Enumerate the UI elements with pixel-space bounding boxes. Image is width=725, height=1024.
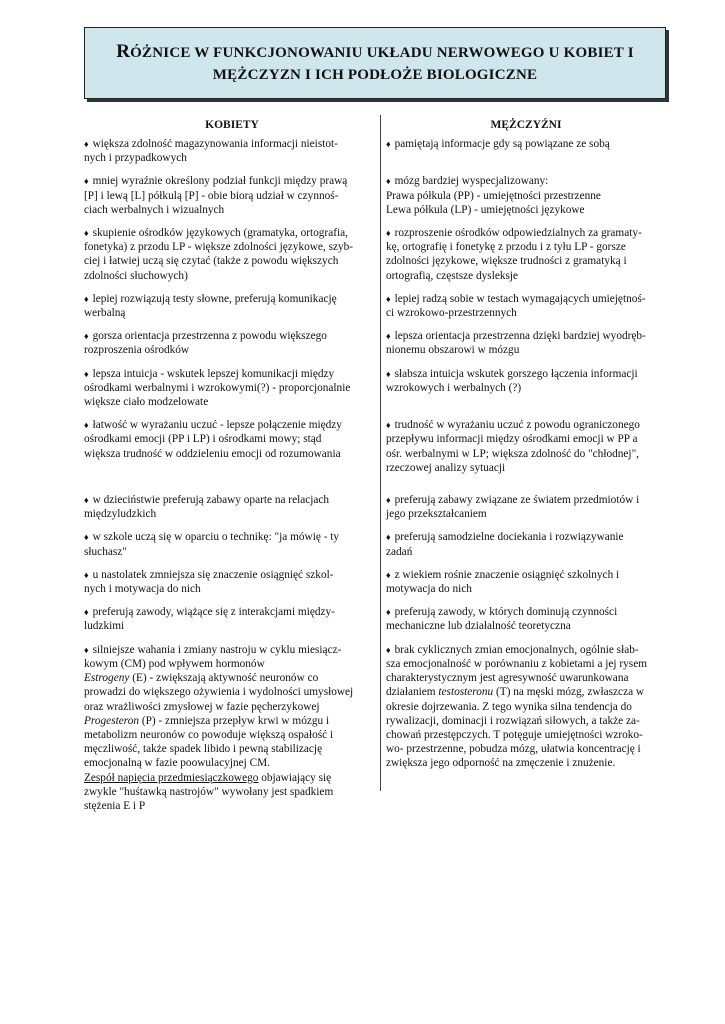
title-box bbox=[84, 27, 666, 99]
table-row bbox=[84, 137, 672, 165]
text-line: Prawa półkula (PP) - umiejętności przestrzenne bbox=[386, 189, 601, 202]
text-line: przepływu informacji między ośrodkami emocji w PP a bbox=[386, 433, 638, 446]
text-line: większa trudność w oddzieleniu emocji od rozumowania bbox=[84, 447, 341, 460]
diamond-bullet-icon: ♦ bbox=[386, 139, 391, 149]
text-line: zadań bbox=[386, 545, 413, 558]
cell-women bbox=[84, 605, 380, 633]
title-line-1: RÓŻNICE W FUNKCJONOWANIU UKŁADU NERWOWEGO U KOBIET I bbox=[116, 40, 634, 62]
table-row bbox=[84, 329, 672, 357]
diamond-bullet-icon: ♦ bbox=[386, 420, 391, 431]
text-line bbox=[386, 493, 672, 507]
table-row bbox=[84, 174, 672, 217]
text-line: nionemu obszarowi w mózgu bbox=[386, 344, 520, 357]
table-row bbox=[84, 568, 672, 596]
cell-men bbox=[380, 292, 672, 320]
diamond-bullet-icon: ♦ bbox=[84, 331, 89, 342]
text-span: lepsza orientacja przestrzenna dzięki bardziej wyodręb- bbox=[394, 330, 646, 343]
text-line: motywacja do nich bbox=[386, 583, 472, 596]
text-line bbox=[386, 605, 672, 619]
diamond-bullet-icon: ♦ bbox=[386, 228, 391, 239]
text-line bbox=[386, 137, 672, 151]
text-line bbox=[386, 568, 672, 582]
text-span: lepsza intuicja - wskutek lepszej komunikacji między bbox=[92, 367, 335, 380]
text-line bbox=[386, 292, 672, 306]
diamond-bullet-icon: ♦ bbox=[84, 293, 89, 304]
text-span: gorsza orientacja przestrzenna z powodu większego bbox=[92, 330, 327, 343]
text-line: zdolności słuchowych) bbox=[84, 269, 188, 282]
text-line: nych i motywacja do nich bbox=[84, 583, 201, 596]
diamond-bullet-icon: ♦ bbox=[84, 607, 89, 618]
text-span: u nastolatek zmniejsza się znaczenie osiągnięć szkol- bbox=[92, 568, 334, 581]
cell-men bbox=[380, 367, 672, 410]
cell-men bbox=[380, 329, 672, 357]
text-line: zdolności językowe, większe trudności z gramatyką i bbox=[386, 255, 627, 268]
diamond-bullet-icon: ♦ bbox=[386, 607, 391, 618]
table-row bbox=[84, 418, 672, 475]
text-line bbox=[84, 137, 372, 151]
text-line: ci wzrokowo-przestrzennych bbox=[386, 307, 517, 320]
text-line: ciej i łatwiej uczą się czytać (także z powodu większych bbox=[84, 255, 339, 268]
text-line bbox=[84, 329, 372, 343]
text-line bbox=[84, 174, 372, 188]
cell-women bbox=[84, 329, 380, 357]
text-line: werbalną bbox=[84, 307, 126, 320]
text-line bbox=[386, 367, 672, 381]
text-span: preferują zawody, w których dominują czynności bbox=[394, 606, 618, 619]
table-row bbox=[84, 367, 672, 410]
text-line bbox=[84, 418, 372, 432]
cell-women bbox=[84, 137, 380, 165]
text-line bbox=[84, 292, 372, 306]
text-span: lepiej rozwiązują testy słowne, preferują komunikację bbox=[92, 292, 337, 305]
text-line: fonetyka) z przodu LP - większe zdolności językowe, szyb- bbox=[84, 241, 354, 254]
diamond-bullet-icon: ♦ bbox=[84, 228, 89, 239]
text-line: większe ciało modzelowate bbox=[84, 396, 209, 409]
diamond-bullet-icon: ♦ bbox=[84, 532, 89, 543]
diamond-bullet-icon: ♦ bbox=[386, 532, 391, 543]
text-line bbox=[84, 605, 372, 619]
diamond-bullet-icon: ♦ bbox=[386, 644, 391, 655]
text-span: większa zdolność magazynowania informacji nieistot- bbox=[92, 138, 338, 150]
text-line bbox=[386, 530, 672, 544]
column-header-men: MĘŻCZYŹNI bbox=[490, 119, 562, 131]
comparison-table bbox=[84, 115, 672, 813]
title-line-2: MĘŻCZYZN I ICH PODŁOŻE BIOLOGICZNE bbox=[212, 66, 538, 83]
text-line: nych i przypadkowych bbox=[84, 152, 187, 165]
text-line bbox=[84, 568, 372, 582]
text-span: skupienie ośrodków językowych (gramatyka, ortografia, bbox=[92, 227, 348, 240]
cell-men bbox=[380, 418, 672, 475]
text-span: lepiej radzą sobie w testach wymagających umiejętnoś- bbox=[394, 292, 646, 305]
cell-men bbox=[380, 174, 672, 217]
cell-women bbox=[84, 493, 380, 521]
diamond-bullet-icon: ♦ bbox=[84, 368, 89, 379]
text-line: ortografią, częstsze dysleksje bbox=[386, 269, 519, 282]
diamond-bullet-icon: ♦ bbox=[84, 420, 89, 431]
table-rows bbox=[84, 137, 672, 634]
text-line: rozproszenia ośrodków bbox=[84, 344, 190, 357]
cell-women bbox=[84, 418, 380, 475]
text-span: mniej wyraźnie określony podział funkcji między prawą bbox=[92, 175, 348, 188]
cell-men bbox=[380, 568, 672, 596]
diamond-bullet-icon: ♦ bbox=[386, 331, 391, 342]
text-line: rzeczowej analizy sytuacji bbox=[386, 461, 506, 474]
diamond-bullet-icon: ♦ bbox=[386, 293, 391, 304]
text-span: trudność w wyrażaniu uczuć z powodu ograniczonego bbox=[394, 419, 640, 432]
text-span: preferują zawody, wiążące się z interakcjami między- bbox=[92, 606, 335, 619]
cell-men bbox=[380, 137, 672, 165]
cell-men bbox=[380, 493, 672, 521]
text-span: mózg bardziej wyspecjalizowany: bbox=[394, 175, 549, 188]
cell-men bbox=[380, 530, 672, 558]
text-line bbox=[84, 226, 372, 240]
cell-women bbox=[84, 174, 380, 217]
text-span: z wiekiem rośnie znaczenie osiągnięć szkolnych i bbox=[394, 568, 620, 581]
table-row bbox=[84, 493, 672, 521]
cell-women bbox=[84, 530, 380, 558]
cell-women bbox=[84, 568, 380, 596]
diamond-bullet-icon: ♦ bbox=[84, 569, 89, 580]
diamond-bullet-icon: ♦ bbox=[84, 176, 89, 187]
text-line: [P] i lewą [L] półkulą [P] - obie biorą udział w czynnoś- bbox=[84, 189, 339, 202]
cell-men bbox=[380, 226, 672, 283]
text-line bbox=[84, 493, 372, 507]
text-span: w szkole uczą się w oparciu o technikę: "ja mówię - ty bbox=[92, 531, 340, 544]
text-line bbox=[84, 367, 372, 381]
table-row-hormones bbox=[84, 643, 672, 813]
table-row bbox=[84, 605, 672, 633]
diamond-bullet-icon: ♦ bbox=[84, 644, 89, 655]
text-span: słabsza intuicja wskutek gorszego łączenia informacji bbox=[394, 367, 638, 380]
diamond-bullet-icon: ♦ bbox=[84, 139, 89, 149]
text-line: międzyludzkich bbox=[84, 508, 157, 521]
text-line: mechaniczne lub działalność teoretyczna bbox=[386, 620, 571, 633]
column-divider bbox=[380, 115, 381, 791]
text-line bbox=[84, 530, 372, 544]
text-line: ludzkimi bbox=[84, 620, 125, 633]
diamond-bullet-icon: ♦ bbox=[84, 495, 89, 506]
text-line: ośrodkami emocji (PP i LP) i ośrodkami mowy; stąd bbox=[84, 433, 322, 446]
text-line: Lewa półkula (LP) - umiejętności językowe bbox=[386, 203, 585, 216]
text-line: wzrokowych i werbalnych (?) bbox=[386, 381, 522, 394]
text-span: preferują zabawy związane ze światem przedmiotów i bbox=[394, 494, 640, 507]
text-line bbox=[386, 174, 672, 188]
text-line: jego przekształcaniem bbox=[386, 508, 487, 521]
diamond-bullet-icon: ♦ bbox=[386, 569, 391, 580]
text-line: kę, ortografię i fonetykę z przodu i z tyłu LP - gorsze bbox=[386, 241, 626, 254]
text-line: ciach werbalnych i wizualnych bbox=[84, 203, 225, 216]
diamond-bullet-icon: ♦ bbox=[386, 368, 391, 379]
cell-women: ♦ silniejsze wahania i zmiany nastroju w cyklu miesiącz- kowym (CM) pod wpływem hormonów Estrogeny (E) - zwiększają aktywność neuronów co prowadzi do większego ożywienia i wydolności umysłowej oraz wrażliwości zmysłowej w fazie pęcherzykowej Progesteron (P) - zmniejsza przepływ krwi w mózgu i metabolizm neuronów co powoduje większą ospałość i męczliwość, także spadek libido i pewną stabilizację emocjonalną w fazie poowulacyjnej CM. Zespół napięcia przedmiesiączkowego objawiający się zwykle "huśtawką nastrojów" wywołany jest spadkiem stężenia E i P bbox=[84, 643, 354, 812]
cell-women bbox=[84, 226, 380, 283]
table-row bbox=[84, 530, 672, 558]
cell-men bbox=[380, 605, 672, 633]
text-span: rozproszenie ośrodków odpowiedzialnych za gramaty- bbox=[394, 227, 642, 240]
text-line: ośrodkami werbalnymi i wzrokowymi(?) - proporcjonalnie bbox=[84, 381, 351, 394]
text-span: pamiętają informacje gdy są powiązane ze sobą bbox=[394, 138, 610, 150]
cell-women bbox=[84, 292, 380, 320]
text-line bbox=[386, 226, 672, 240]
column-header-women: KOBIETY bbox=[205, 119, 259, 131]
cell-women bbox=[84, 367, 380, 410]
text-line: ośr. werbalnymi w LP; większa zdolność do "chłodnej", bbox=[386, 447, 639, 460]
cell-men: ♦ brak cyklicznych zmian emocjonalnych, ogólnie słab- sza emocjonalność w porównaniu z kobietami a jej rysem charakterystycznym jest agresywność uwarunkowana działaniem testosteronu (T) na męski mózg, zwłaszcza w okresie dojrzewania. Z tego wynika silna tendencja do rywalizacji, dominacji i rozwiązań siłowych, a także za- chowań przestępczych. T potęguje umiejętności wzroko- wo- przestrzenne, pobudza mózg, ułatwia koncentrację i zwiększa jego odporność na zmęczenie i znużenie. bbox=[386, 643, 648, 770]
table-row bbox=[84, 292, 672, 320]
diamond-bullet-icon: ♦ bbox=[386, 495, 391, 506]
text-span: w dzieciństwie preferują zabawy oparte na relacjach bbox=[92, 494, 330, 507]
text-line bbox=[386, 329, 672, 343]
text-line: słuchasz" bbox=[84, 545, 127, 558]
text-span: preferują samodzielne dociekania i rozwiązywanie bbox=[394, 531, 624, 544]
text-line bbox=[386, 418, 672, 432]
text-span: łatwość w wyrażaniu uczuć - lepsze połączenie między bbox=[92, 419, 342, 432]
column-headers bbox=[84, 115, 672, 137]
table-row bbox=[84, 226, 672, 283]
diamond-bullet-icon: ♦ bbox=[386, 176, 391, 187]
